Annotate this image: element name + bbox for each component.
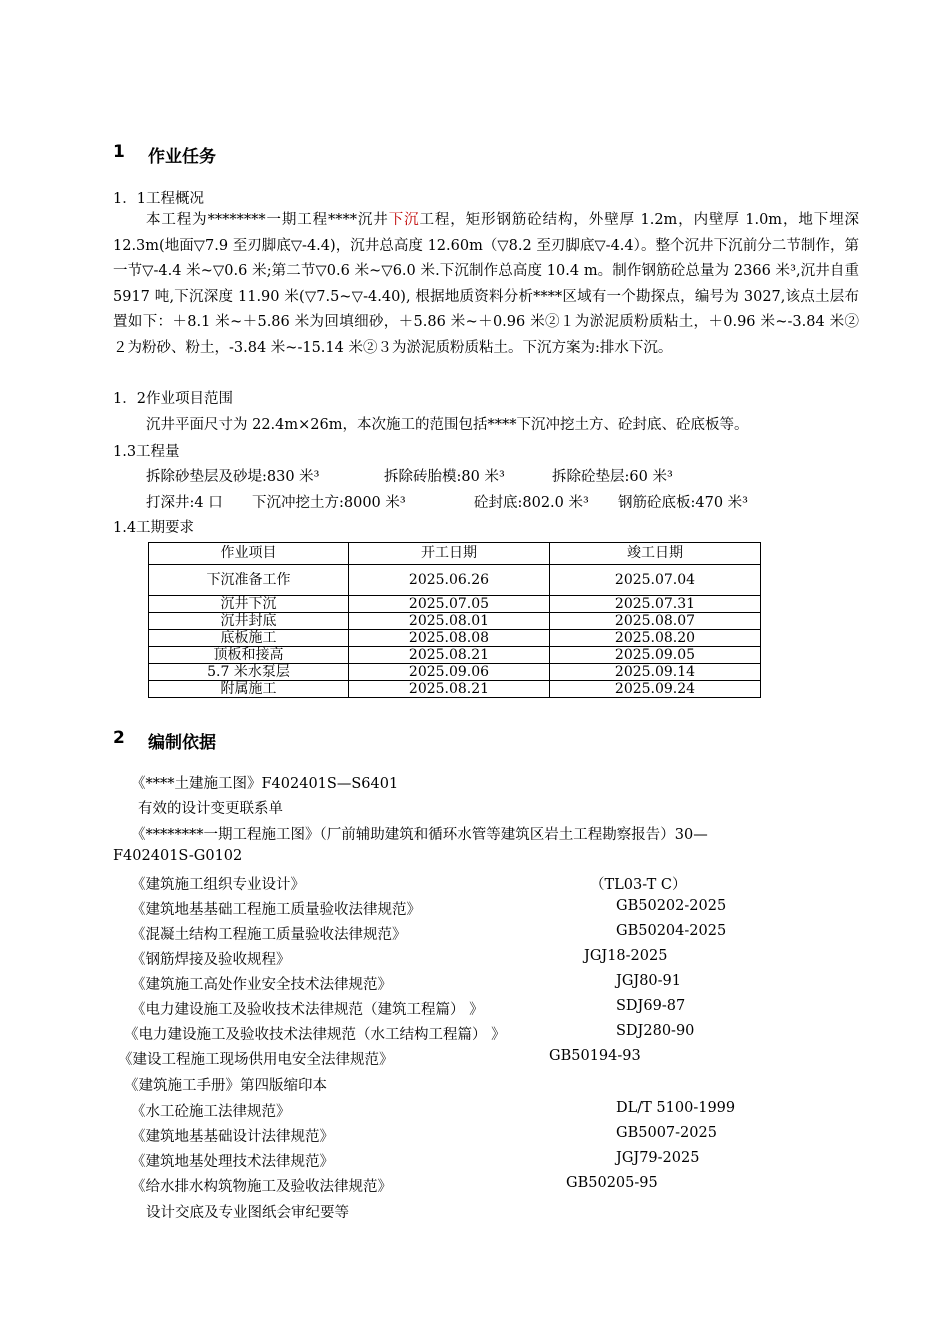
reference-name: 《建筑地基基础工程施工质量验收法律规范》 (131, 902, 421, 918)
table-cell: 2025.09.05 (550, 647, 761, 664)
reference-name: 《建筑地基基础设计法律规范》 (131, 1129, 334, 1145)
schedule-table (148, 542, 761, 698)
reference-code: JGJ18-2025 (584, 948, 668, 964)
reference-name: 《建筑地基处理技术法律规范》 (131, 1154, 334, 1170)
table-row (149, 647, 761, 664)
reference-name: 《建筑施工手册》第四版缩印本 (124, 1078, 327, 1094)
table-header-row (149, 543, 761, 565)
reference-code: GB50204-2025 (616, 923, 727, 939)
reference-code: DL/T 5100-1999 (616, 1100, 736, 1116)
subsection-1-3-heading: 1.3工程量 (113, 444, 180, 460)
table-row (149, 596, 761, 613)
reference-code: GB50194-93 (549, 1048, 641, 1064)
reference-name: 《钢筋焊接及验收规程》 (131, 952, 291, 968)
table-cell: 沉井封底 (149, 613, 349, 630)
reference-name: 有效的设计变更联系单 (138, 801, 283, 817)
quantity-item: 打深井:4 口 (146, 495, 223, 511)
reference-name: 《给水排水构筑物施工及验收法律规范》 (131, 1179, 392, 1195)
reference-name: 《电力建设施工及验收技术法律规范（建筑工程篇） 》 (131, 1002, 484, 1018)
overview-text-b: 工程，矩形钢筋砼结构，外壁厚 1.2m，内壁厚 1.0m，地下埋深 12.3m(地面▽7.9 至刃脚底▽-4.4)，沉井总高度 12.60m（▽8.2 至刃脚底▽-4.4）。整个沉井下沉前分二节制作，第一节▽-4.4 米~▽0.6 米;第二节▽0.6 米~▽6.0 米.下沉制作总高度 10.4 m。制作钢筋砼总量为 2366 米³,沉井自重 5917 吨,下沉深度 11.90 米(▽7.5~▽-4.40), 根据地质资料分析****区域有一个勘探点，编号为 3027,该点土层布置如下：＋8.1 米~＋5.86 米为回填细砂，＋5.86 米~＋0.96 米②１为淤泥质粉质粘土，＋0.96 米~-3.84 米②２为粉砂、粉土，-3.84 米~-15.14 米②３为淤泥质粉质粘土。下沉方案为:排水下沉。 (113, 212, 860, 356)
table-row (149, 613, 761, 630)
table-row (149, 664, 761, 681)
table-cell: 2025.09.24 (550, 681, 761, 698)
section2-number: 2 (113, 728, 125, 748)
reference-name: 《********一期工程施工图》（厂前辅助建筑和循环水管等建筑区岩土工程勘察报告）30— (131, 827, 708, 843)
table-cell: 附属施工 (149, 681, 349, 698)
reference-code: JGJ79-2025 (616, 1150, 700, 1166)
reference-name: 《建筑施工高处作业安全技术法律规范》 (131, 977, 392, 993)
table-cell: 2025.08.01 (349, 613, 550, 630)
section1-number: 1 (113, 142, 125, 162)
quantity-item: 拆除砂垫层及砂堤:830 米³ (146, 469, 320, 485)
reference-name: 《电力建设施工及验收技术法律规范（水工结构工程篇） 》 (124, 1027, 506, 1043)
quantity-item: 拆除砖胎模:80 米³ (384, 469, 505, 485)
section1-title: 作业任务 (148, 147, 216, 167)
column-header: 作业项目 (149, 543, 349, 565)
table-cell: 2025.08.20 (550, 630, 761, 647)
reference-name: 《建设工程施工现场供用电安全法律规范》 (118, 1052, 394, 1068)
reference-name: 《水工砼施工法律规范》 (131, 1104, 291, 1120)
table-cell: 2025.08.21 (349, 681, 550, 698)
table-cell: 2025.08.08 (349, 630, 550, 647)
table-cell: 2025.06.26 (349, 565, 550, 596)
quantity-item: 钢筋砼底板:470 米³ (618, 495, 748, 511)
section2-title: 编制依据 (148, 733, 216, 753)
quantity-item: 拆除砼垫层:60 米³ (552, 469, 673, 485)
table-row (149, 565, 761, 596)
reference-name: 《建筑施工组织专业设计》 (131, 877, 305, 893)
table-cell: 下沉准备工作 (149, 565, 349, 596)
subsection-1-2-heading: 1．2作业项目范围 (113, 391, 233, 407)
reference-code: GB50205-95 (566, 1175, 658, 1191)
project-overview-paragraph (113, 208, 859, 362)
table-row (149, 630, 761, 647)
reference-name: 设计交底及专业图纸会审纪要等 (146, 1205, 349, 1221)
table-cell: 2025.07.31 (550, 596, 761, 613)
quantity-item: 下沉冲挖土方:8000 米³ (252, 495, 406, 511)
reference-name: 《混凝土结构工程施工质量验收法律规范》 (131, 927, 407, 943)
table-cell: 2025.07.04 (550, 565, 761, 596)
reference-code: SDJ280-90 (616, 1023, 695, 1039)
reference-code: JGJ80-91 (616, 973, 682, 989)
table-cell: 沉井下沉 (149, 596, 349, 613)
subsection-1-1-heading: 1．1工程概况 (113, 191, 204, 207)
reference-code: （TL03-T C） (590, 877, 687, 893)
table-cell: 2025.08.07 (550, 613, 761, 630)
reference-code: GB50202-2025 (616, 898, 727, 914)
table-cell: 2025.09.06 (349, 664, 550, 681)
table-cell: 顶板和接高 (149, 647, 349, 664)
quantity-item: 砼封底:802.0 米³ (474, 495, 589, 511)
table-cell: 2025.08.21 (349, 647, 550, 664)
column-header: 竣工日期 (550, 543, 761, 565)
reference-name: 《****土建施工图》F402401S—S6401 (131, 776, 399, 792)
reference-code: GB5007-2025 (616, 1125, 717, 1141)
column-header: 开工日期 (349, 543, 550, 565)
overview-text-red: 下沉 (388, 212, 420, 228)
overview-text-a: 本工程为********一期工程****沉井 (146, 212, 389, 228)
table-cell: 2025.07.05 (349, 596, 550, 613)
reference-code: SDJ69-87 (616, 998, 686, 1014)
scope-text: 沉井平面尺寸为 22.4m×26m，本次施工的范围包括****下沉冲挖土方、砼封底、砼底板等。 (146, 417, 749, 433)
table-cell: 底板施工 (149, 630, 349, 647)
table-cell: 2025.09.14 (550, 664, 761, 681)
table-row (149, 681, 761, 698)
table-cell: 5.7 米水泵层 (149, 664, 349, 681)
reference-name: F402401S-G0102 (113, 848, 243, 864)
subsection-1-4-heading: 1.4工期要求 (113, 520, 195, 536)
